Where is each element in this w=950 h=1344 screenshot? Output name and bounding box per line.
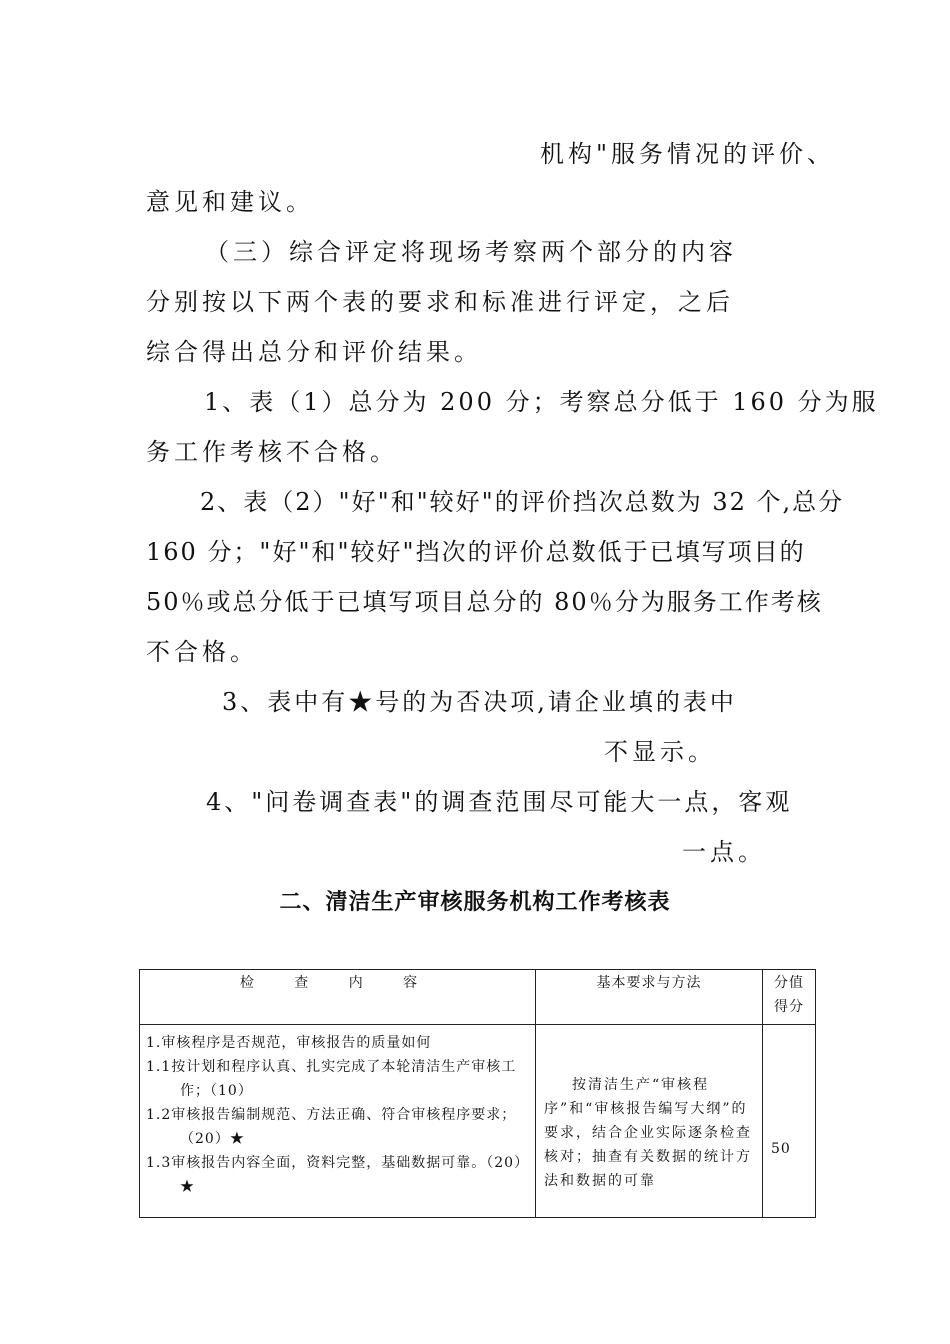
section-heading: 二、清洁生产审核服务机构工作考核表 — [279, 890, 671, 915]
paragraph-line: 不合格。 — [146, 638, 258, 666]
check-content-cell — [140, 1025, 536, 1218]
header-score-earned: 得分 — [774, 999, 804, 1015]
table-row — [140, 1025, 816, 1218]
header-requirements-method: 基本要求与方法 — [536, 970, 763, 1025]
method-cell: 按清洁生产“审核程序”和“审核报告编写大纲”的要求，结合企业实际逐条检查核对；抽查有关数据的统计方法和数据的可靠 — [536, 1025, 763, 1218]
header-score — [763, 970, 816, 1025]
paragraph-line: 不显示。 — [604, 738, 716, 766]
paragraph-line: 160 分；"好"和"较好"挡次的评价总数低于已填写项目的 — [146, 538, 806, 566]
paragraph-line: 50％或总分低于已填写项目总分的 80％分为服务工作考核 — [146, 588, 823, 616]
paragraph-line: 3、表中有★号的为否决项,请企业填的表中 — [222, 688, 737, 716]
paragraph-line: 4、"问卷调查表"的调查范围尽可能大一点，客观 — [206, 788, 793, 816]
paragraph-line: 务工作考核不合格。 — [146, 438, 398, 466]
paragraph-line: 2、表（2）"好"和"较好"的评价挡次总数为 32 个,总分 — [200, 488, 845, 516]
paragraph-line: 机构"服务情况的评价、 — [540, 140, 836, 168]
check-item: 1.1按计划和程序认真、扎实完成了本轮清洁生产审核工作；（10） — [146, 1059, 517, 1099]
check-item: 1.审核程序是否规范，审核报告的质量如何 — [146, 1035, 432, 1051]
paragraph-line: 分别按以下两个表的要求和标准进行评定，之后 — [146, 288, 734, 316]
paragraph-line: 1、表（1）总分为 200 分；考察总分低于 160 分为服 — [204, 388, 879, 416]
check-item: 1.3审核报告内容全面，资料完整，基础数据可靠。（20）★ — [146, 1155, 523, 1195]
paragraph-line: 一点。 — [682, 838, 766, 866]
paragraph-line: 意见和建议。 — [146, 188, 314, 216]
assessment-table — [139, 969, 816, 1218]
score-cell: 50 — [763, 1025, 816, 1218]
paragraph-line: （三）综合评定将现场考察两个部分的内容 — [205, 238, 737, 266]
paragraph-line: 综合得出总分和评价结果。 — [146, 338, 482, 366]
check-item: 1.2审核报告编制规范、方法正确、符合审核程序要求；（20）★ — [146, 1107, 517, 1147]
table-header-row — [140, 970, 816, 1025]
header-score-value: 分值 — [774, 975, 804, 991]
header-check-content: 检 查 内 容 — [140, 970, 536, 1025]
